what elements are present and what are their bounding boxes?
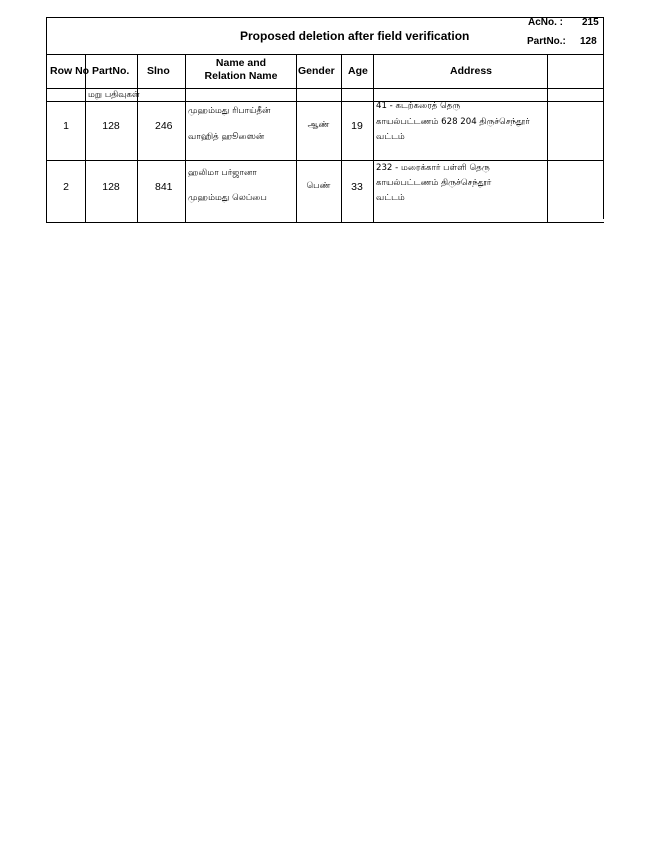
row-2-slno: 841 [155, 181, 173, 193]
col-divider [296, 54, 297, 222]
column-header-part-no: PartNo. [92, 65, 130, 77]
row-2-name: ஹலிமா பர்ஜானா [188, 168, 257, 178]
column-header-gender: Gender [298, 65, 335, 77]
row-1-gender: ஆண் [307, 120, 330, 130]
column-header-relation-name: Relation Name [204, 70, 278, 82]
row-1-address-line-3: வட்டம் [376, 132, 405, 142]
col-divider [341, 54, 342, 222]
header-divider [47, 88, 604, 89]
row-2-address-line-2: காயல்பட்டணம் திருச்செந்தூர் [376, 178, 492, 188]
title-divider [47, 54, 604, 55]
row-1-address-line-1: 41 - கடற்கரைத் தெரு [376, 101, 461, 111]
part-number-label: PartNo.: [527, 36, 566, 47]
ac-number-label: AcNo. : [528, 17, 563, 28]
col-divider [547, 54, 548, 222]
row-2-gender: பெண் [306, 181, 331, 191]
page-title: Proposed deletion after field verification [240, 29, 470, 43]
column-header-slno: Slno [147, 65, 170, 77]
row-2-address-line-1: 232 - மரைக்கார் பள்ளி தெரு [376, 163, 490, 173]
col-divider [85, 54, 86, 222]
row-1-relation-name: வாஹித் ஹூஸைன் [188, 132, 265, 142]
row-2-row-no: 2 [63, 181, 69, 193]
column-header-name: Name and [215, 57, 267, 69]
column-header-address: Address [450, 65, 493, 77]
section-label: மறு பதிவுகள் [88, 90, 140, 100]
row-1-age: 19 [351, 120, 363, 132]
row-1-address-line-2: காயல்பட்டணம் 628 204 திருச்செந்தூர் [376, 117, 530, 127]
column-header-age: Age [348, 65, 368, 77]
row-2-age: 33 [351, 181, 363, 193]
row-1-name: முஹம்மது ரிபாய்தீன் [188, 106, 271, 116]
row-2-relation-name: முஹம்மது லெப்பை [188, 193, 267, 203]
row-1-part-no: 128 [102, 120, 120, 132]
column-header-row-no: Row No [50, 65, 90, 77]
ac-number-value: 215 [582, 17, 599, 28]
row-1-row-no: 1 [63, 120, 69, 132]
col-divider [373, 54, 374, 222]
section-divider [47, 101, 604, 102]
col-divider [137, 54, 138, 222]
table-right-edge [603, 17, 604, 219]
row-divider [47, 160, 604, 161]
row-2-address-line-3: வட்டம் [376, 193, 405, 203]
row-2-part-no: 128 [102, 181, 120, 193]
row-1-slno: 246 [155, 120, 173, 132]
part-number-value: 128 [580, 36, 597, 47]
